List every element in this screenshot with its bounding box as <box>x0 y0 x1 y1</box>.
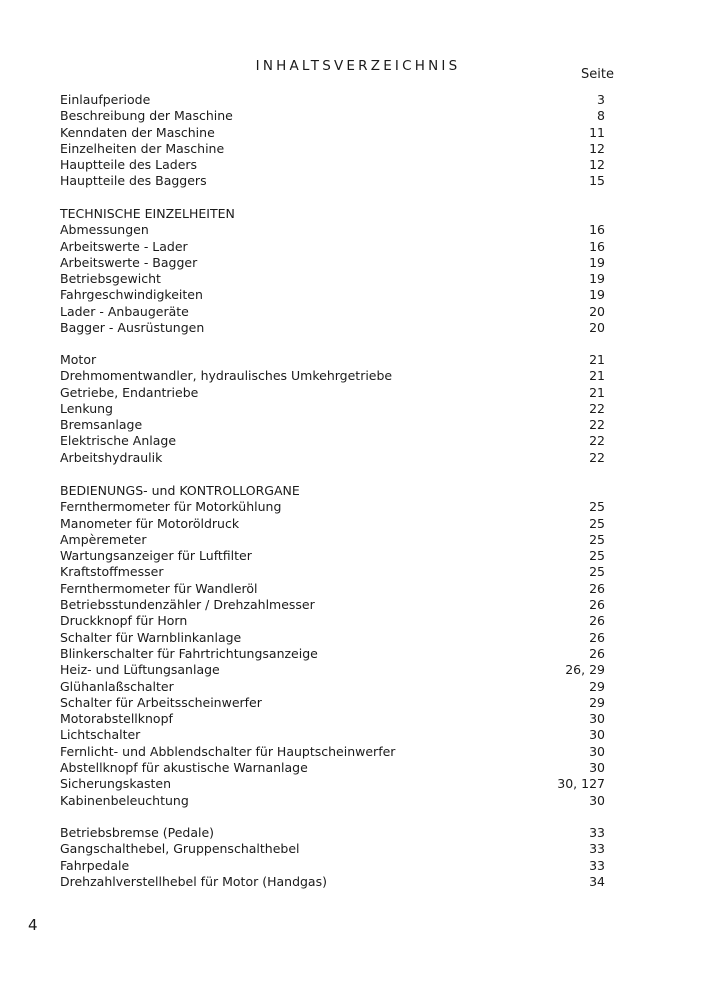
toc-entry-page: 19 <box>589 271 605 287</box>
toc-entry <box>60 858 605 874</box>
toc-entry <box>60 548 605 564</box>
toc-entry-page: 30 <box>589 711 605 727</box>
toc-entry-label: Manometer für Motoröldruck <box>60 515 240 531</box>
toc-entry-label: Abmessungen <box>60 222 149 238</box>
page-number: 4 <box>28 916 38 934</box>
toc-entry-page: 26 <box>589 613 605 629</box>
toc-entry <box>60 825 605 841</box>
toc-entry <box>60 450 605 466</box>
toc-entry <box>60 239 605 255</box>
toc-entry <box>60 532 605 548</box>
toc-entry <box>60 727 605 743</box>
toc-entry-page: 30 <box>589 792 605 808</box>
toc-entry-label: Bremsanlage <box>60 417 143 433</box>
toc-entry-label: Fahrgeschwindigkeiten <box>60 287 203 303</box>
toc-entry-page: 16 <box>589 222 605 238</box>
toc-entry <box>60 287 605 303</box>
toc-entry-label: Wartungsanzeiger für Luftfilter <box>60 548 252 564</box>
toc-entry-page: 22 <box>589 449 605 465</box>
toc-entry-page: 21 <box>589 368 605 384</box>
toc-entry-label: Hauptteile des Baggers <box>60 173 207 189</box>
toc-entry <box>60 760 605 776</box>
toc-entry <box>60 679 605 695</box>
toc-entry-page: 15 <box>589 173 605 189</box>
toc-entry <box>60 793 605 809</box>
toc-entry-page: 26 <box>589 645 605 661</box>
toc-entry <box>60 125 605 141</box>
toc-entry-page: 21 <box>589 384 605 400</box>
toc-entry <box>60 417 605 433</box>
toc-entry <box>60 92 605 108</box>
toc-entry <box>60 352 605 368</box>
toc-entry-page: 22 <box>589 433 605 449</box>
toc-entry-page: 25 <box>589 515 605 531</box>
toc-entry <box>60 433 605 449</box>
toc-entry-label: Fernthermometer für Motorkühlung <box>60 499 282 515</box>
toc-entry-label: Hauptteile des Laders <box>60 157 198 173</box>
toc-entry-page: 26 <box>589 580 605 596</box>
toc-entry-page: 20 <box>589 320 605 336</box>
toc-entry-page: 22 <box>589 400 605 416</box>
toc-entry-label: Ampèremeter <box>60 531 147 547</box>
toc-entry-label: Gangschalthebel, Gruppenschalthebel <box>60 841 300 857</box>
toc-entry-page: 25 <box>589 499 605 515</box>
toc-group-technische-einzelheiten <box>60 206 605 336</box>
toc-entry <box>60 108 605 124</box>
toc-entry <box>60 841 605 857</box>
toc-entry-label: Arbeitswerte - Lader <box>60 238 188 254</box>
toc-entry-page: 33 <box>589 841 605 857</box>
toc-entry-label: Betriebsstundenzähler / Drehzahlmesser <box>60 597 315 613</box>
seite-column-label: Seite <box>581 67 614 82</box>
toc-entry-label: Beschreibung der Maschine <box>60 108 233 124</box>
toc-entry-page: 3 <box>597 92 605 107</box>
toc-entry <box>60 711 605 727</box>
toc-entry-page: 12 <box>589 157 605 173</box>
toc-entry-page: 26, 29 <box>565 662 605 678</box>
toc-entry <box>60 157 605 173</box>
toc-entry <box>60 564 605 580</box>
toc-entry-page: 29 <box>589 694 605 710</box>
toc-entry-label: Abstellknopf für akustische Warnanlage <box>60 760 308 776</box>
toc-entry-label: Betriebsgewicht <box>60 271 161 287</box>
toc-entry-page: 12 <box>589 140 605 156</box>
toc-entry <box>60 222 605 238</box>
toc-entry-page: 26 <box>589 597 605 613</box>
toc-entry <box>60 874 605 890</box>
toc-entry-label: Lader - Anbaugeräte <box>60 303 189 319</box>
toc-entry <box>60 385 605 401</box>
toc-entry-label: Druckknopf für Horn <box>60 613 188 629</box>
toc-entry-page: 25 <box>589 548 605 564</box>
toc-entry-page: 22 <box>589 417 605 433</box>
toc-entry <box>60 255 605 271</box>
toc-entry <box>60 499 605 515</box>
toc-entry-label: Getriebe, Endantriebe <box>60 384 199 400</box>
toc-entry-label: Motorabstellknopf <box>60 711 173 727</box>
toc-entry <box>60 320 605 336</box>
toc-entry-page: 26 <box>589 629 605 645</box>
toc-entry <box>60 695 605 711</box>
toc-entry-label: Arbeitshydraulik <box>60 449 163 465</box>
page-title: INHALTSVERZEICHNIS <box>255 58 461 74</box>
toc-entry-label: Kraftstoffmesser <box>60 564 164 580</box>
toc-entry-page: 33 <box>589 825 605 840</box>
toc-entry-page: 30 <box>589 727 605 743</box>
toc-entry-label: Fahrpedale <box>60 857 130 873</box>
toc-entry <box>60 271 605 287</box>
toc-entry-page: 33 <box>589 857 605 873</box>
toc-entry-label: Lichtschalter <box>60 727 141 743</box>
toc-entry-label: Kabinenbeleuchtung <box>60 792 189 808</box>
toc-entry-label: Betriebsbremse (Pedale) <box>60 825 215 840</box>
toc-entry-label: Drehmomentwandler, hydraulisches Umkehrgetriebe <box>60 368 393 384</box>
toc-entry <box>60 173 605 189</box>
toc-entry-page: 25 <box>589 531 605 547</box>
toc-entry-label: Elektrische Anlage <box>60 433 177 449</box>
toc-entry-label: Einlaufperiode <box>60 92 151 107</box>
toc-entry-page: 30 <box>589 760 605 776</box>
toc-entry-label: Schalter für Arbeitsscheinwerfer <box>60 694 262 710</box>
toc-entry <box>60 744 605 760</box>
toc-entry-label: Heiz- und Lüftungsanlage <box>60 662 220 678</box>
toc-entry-page: 25 <box>589 564 605 580</box>
section-heading: BEDIENUNGS- und KONTROLLORGANE <box>60 483 300 498</box>
toc-entry-page: 29 <box>589 678 605 694</box>
toc-entry-page: 8 <box>597 108 605 124</box>
toc-entry-page: 19 <box>589 287 605 303</box>
toc-entry-label: Bagger - Ausrüstungen <box>60 320 205 336</box>
toc-entry <box>60 630 605 646</box>
toc-entry <box>60 613 605 629</box>
toc-entry-page: 34 <box>589 873 605 889</box>
toc-entry-label: Drehzahlverstellhebel für Motor (Handgas) <box>60 873 327 889</box>
toc-entry-page: 19 <box>589 254 605 270</box>
section-heading: TECHNISCHE EINZELHEITEN <box>60 206 235 221</box>
toc-entry-label: Motor <box>60 352 97 367</box>
toc-entry-page: 21 <box>589 352 605 367</box>
toc-group-pedale-hebel <box>60 825 605 890</box>
toc-entry-label: Fernlicht- und Abblendschalter für Hauptscheinwerfer <box>60 743 396 759</box>
toc-entry-label: Fernthermometer für Wandleröl <box>60 580 258 596</box>
toc-entry <box>60 401 605 417</box>
toc-entry-label: Lenkung <box>60 400 113 416</box>
toc-entry <box>60 581 605 597</box>
toc-group-bedienungs-und-kontrollorgane <box>60 483 605 809</box>
toc-entry <box>60 368 605 384</box>
toc-entry <box>60 141 605 157</box>
toc-entry-page: 11 <box>589 124 605 140</box>
toc-entry <box>60 597 605 613</box>
toc-entry-page: 20 <box>589 303 605 319</box>
toc-entry-label: Blinkerschalter für Fahrtrichtungsanzeige <box>60 645 318 661</box>
toc-entry-label: Schalter für Warnblinkanlage <box>60 629 242 645</box>
toc-entry-label: Sicherungskasten <box>60 776 172 792</box>
toc-entry <box>60 776 605 792</box>
toc-entry-page: 30 <box>589 743 605 759</box>
toc-entry <box>60 646 605 662</box>
toc-entry-label: Kenndaten der Maschine <box>60 124 215 140</box>
toc-group-antrieb <box>60 352 605 466</box>
toc-entry <box>60 662 605 678</box>
toc-entry-label: Glühanlaßschalter <box>60 678 174 694</box>
toc-entry <box>60 516 605 532</box>
toc-group-intro <box>60 92 605 190</box>
toc-entry-page: 16 <box>589 238 605 254</box>
toc-entry-page: 30, 127 <box>557 776 605 792</box>
toc-entry <box>60 304 605 320</box>
toc-entry-label: Einzelheiten der Maschine <box>60 140 225 156</box>
toc-entry-label: Arbeitswerte - Bagger <box>60 254 198 270</box>
